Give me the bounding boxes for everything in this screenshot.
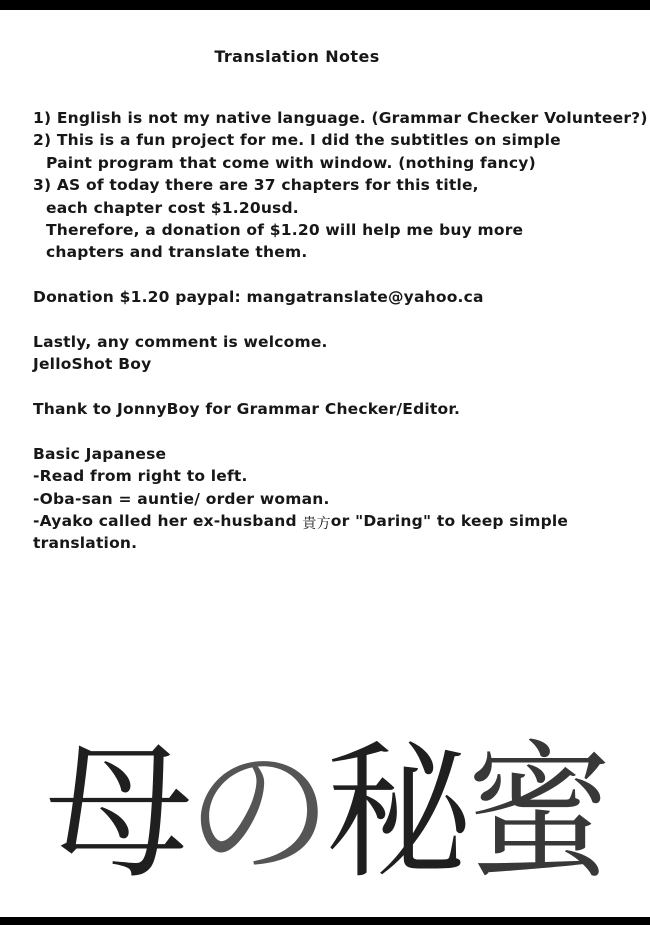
note-line-3b: each chapter cost $1.20usd. [46, 198, 299, 217]
japanese-note-ayako-tail: translation. [33, 534, 138, 553]
manga-title [0, 727, 650, 899]
notes-section [33, 107, 648, 555]
manga-title-char-no: の [185, 727, 325, 899]
ayako-pre-text: -Ayako called her ex-husband [33, 512, 303, 531]
donation-line: Donation $1.20 paypal: mangatranslate@yahoo.ca [33, 288, 484, 307]
japanese-note-ayako [33, 510, 633, 532]
manga-title-char-hi: 秘 [325, 727, 465, 899]
note-line-1: 1) English is not my native language. (Grammar Checker Volunteer?) [33, 109, 648, 127]
note-line-2: 2) This is a fun project for me. I did the subtitles on simple [33, 131, 561, 150]
note-line-2b: Paint program that come with window. (nothing fancy) [46, 153, 536, 172]
manga-title-char-haha: 母 [45, 727, 185, 899]
thanks-line: Thank to JonnyBoy for Grammar Checker/Editor. [33, 400, 461, 419]
bottom-border-bar [0, 917, 650, 925]
note-line-3d: chapters and translate them. [46, 243, 308, 262]
ayako-post-text: or "Daring" to keep simple [330, 512, 569, 531]
note-line-3: 3) AS of today there are 37 chapters for this title, [33, 176, 479, 195]
japanese-note-obasan: -Oba-san = auntie/ order woman. [33, 489, 330, 508]
japanese-note-read-direction: -Read from right to left. [33, 467, 248, 486]
author-name-line: JelloShot Boy [33, 355, 152, 374]
anata-kanji: 貴方 [302, 516, 331, 533]
top-border-bar [0, 0, 650, 10]
basic-japanese-heading: Basic Japanese [33, 444, 167, 463]
note-line-3c: Therefore, a donation of $1.20 will help me buy more [46, 220, 524, 239]
page-title: Translation Notes [214, 47, 380, 66]
comment-line: Lastly, any comment is welcome. [33, 332, 328, 351]
manga-title-char-mitsu: 蜜 [465, 727, 605, 899]
